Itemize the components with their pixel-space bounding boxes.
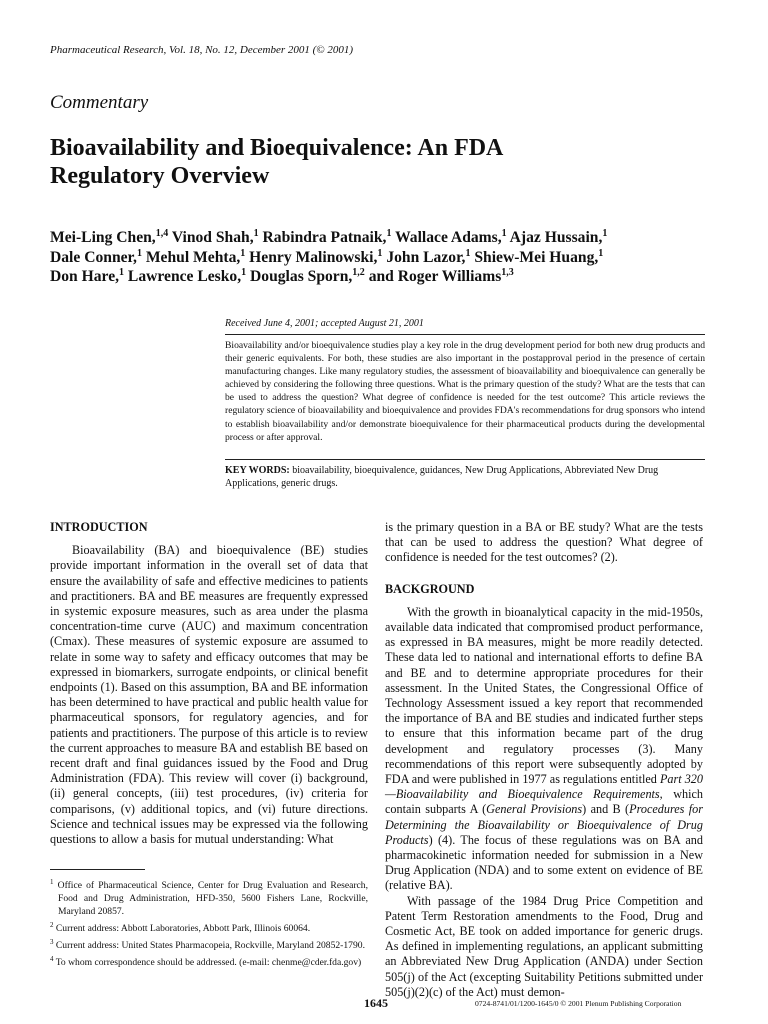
footnotes [50,876,368,970]
footnote: $^4$ To whom correspondence should be addressed. (e-mail: chenme@cder.fda.gov) [50,955,362,969]
footnote-rule [50,869,145,870]
author: Mehul Mehta,$^1$ [145,247,246,266]
left-column [50,520,368,847]
keywords [225,464,705,490]
abstract-top-rule [225,334,705,335]
background-heading: BACKGROUND [385,581,475,596]
author: Don Hare,$^1$ [50,266,125,285]
footnote: $^2$ Current address: Abbott Laboratories, Abbott Park, Illinois 60064. [50,920,311,935]
author: Dale Conner,$^1$ [50,247,142,266]
author: and Roger Williams$^{1,3}$ [368,266,514,285]
author: Henry Malinowski,$^1$ [249,247,383,266]
received-date: Received June 4, 2001; accepted August 21, 2001 [225,318,424,329]
abstract: Bioavailability and/or bioequivalence studies play a key role in the drug development period for both new drug products and their generic equivalents. For both, these studies are also important in the postapproval period in the presence of certain manufacturing changes. Like many regulatory studies, the assessment of bioavailability and bioequivalence can generally be achieved by considering the following three questions. What is the primary question of the study? What are the tests that can be used to address the question? What degree of confidence is needed for the test outcome? This article reviews the regulatory science of bioavailability and bioequivalence and provides FDA's recommendations for drug sponsors who intend to establish bioavailability and/or demonstrate bioequivalence for their pharmaceutical products during the developmental process or after approval. [225,340,705,443]
author: Lawrence Lesko,$^1$ [127,266,247,285]
introduction-paragraph: Bioavailability (BA) and bioequivalence (BE) studies provide important information in the overall set of data that ensure the availability of safe and effective medicines to patients and practitioners. BA and BE measures are frequently expressed in systemic exposure measures, such as area under the plasma concentration-time curve (AUC) and maximum concentration (Cmax). These measures of systemic exposure are assumed to relate in some way to safety and efficacy outcomes that may be expressed in biomarkers, surrogate endpoints, or clinical benefit endpoints (1). Based on this assumption, BA and BE information has been determined to have practical and public health value for pharmaceutical sponsors, for regulatory agencies, and for patients and practitioners. The purpose of this article is to review the current approaches to measure BA and establish BE based on recent draft and final guidances issued by the Food and Drug Administration (FDA). This review will cover (i) background, (ii) general concepts, (iii) test procedures, (iv) criteria for comparisons, (v) additional topics, and (vi) future directions. Science and technical issues may be expressed via the following questions to allow a basis for mutual understanding: What [50,543,368,847]
journal-citation: Pharmaceutical Research, Vol. 18, No. 12, December 2001 (© 2001) [50,44,354,56]
abstract-bottom-rule [225,459,705,460]
author: Wallace Adams,$^1$ [395,227,507,246]
author: Douglas Sporn,$^{1,2}$ [250,266,365,285]
introduction-heading: INTRODUCTION [50,520,148,534]
footnote: $^3$ Current address: United States Pharmacopeia, Rockville, Maryland 20852-1790. [50,938,365,952]
introduction-continuation: is the primary question in a BA or BE study? What are the tests that can be used to address the question? What degree of confidence is needed for the test outcomes? (2). [385,520,703,565]
title-line-1: Bioavailability and Bioequivalence: An FDA [50,135,504,161]
footnote: $^1$ Office of Pharmaceutical Science, Center for Drug Evaluation and Research, Food and Drug Administration, HFD-350, 5600 Fishers Lane, Rockville, Maryland 20857. [50,878,368,917]
author-list [50,228,710,287]
author: Ajaz Hussain,$^1$ [509,227,608,246]
author: Vinod Shah,$^1$ [171,227,259,246]
background-paragraph-2: With passage of the 1984 Drug Price Competition and Patent Term Restoration amendments to the Food, Drug and Cosmetic Act, BE took on added importance for generic drugs. As defined in implementing regulations, an applicant submitting an Abbreviated New Drug Application (ANDA) under Section 505(j) of the Act (excepting Suitability Petitions submitted under 505(j)(2)(c) of the Act) must demon- [385,893,703,999]
section-label: Commentary [50,92,149,113]
title-line-2: Regulatory Overview [50,163,270,189]
author: Mei-Ling Chen,$^{1,4}$ [50,227,169,246]
author: Rabindra Patnaik,$^1$ [262,227,392,246]
background-paragraph-1: With the growth in bioanalytical capacity in the mid-1950s, available data indicated that compromised product performance, as expressed in BA measures, might be more readily detected. These data led to national and international efforts to define BA and BE and to determine appropriate procedures for their assessment. In the United States, the Congressional Office of Technology Assessment issued a key report that recommended the importance of BA and BE studies and indicated further steps to ensure that this information became part of the drug development and regulatory processes (3). Many recommendations of this report were subsequently adopted by FDA and were published in 1977 as regulations entitled Part 320—Bioavailability and Bioequivalence Requirements, which contain subparts A (General Provisions) and B (Procedures for Determining the Bioavailability or Bioequivalence of Drug Products) (4). The focus of these regulations was on BA and pharmacokinetic information needed for submission in a New Drug Application (NDA) and to some extent on evidence of BE (relative BA). [385,604,704,893]
keywords-text: bioavailability, bioequivalence, guidances, New Drug Applications, Abbreviated New Drug Applications, generic drugs. [225,465,659,490]
article-title [50,134,610,190]
keywords-label: KEY WORDS: [225,465,290,476]
author: Shiew-Mei Huang,$^1$ [474,247,604,266]
copyright-line: 0724-8741/01/1200-1645/0 © 2001 Plenum Publishing Corporation [475,999,682,1008]
right-column [385,520,703,1000]
author: John Lazor,$^1$ [386,247,471,266]
page-number: 1645 [364,996,388,1010]
